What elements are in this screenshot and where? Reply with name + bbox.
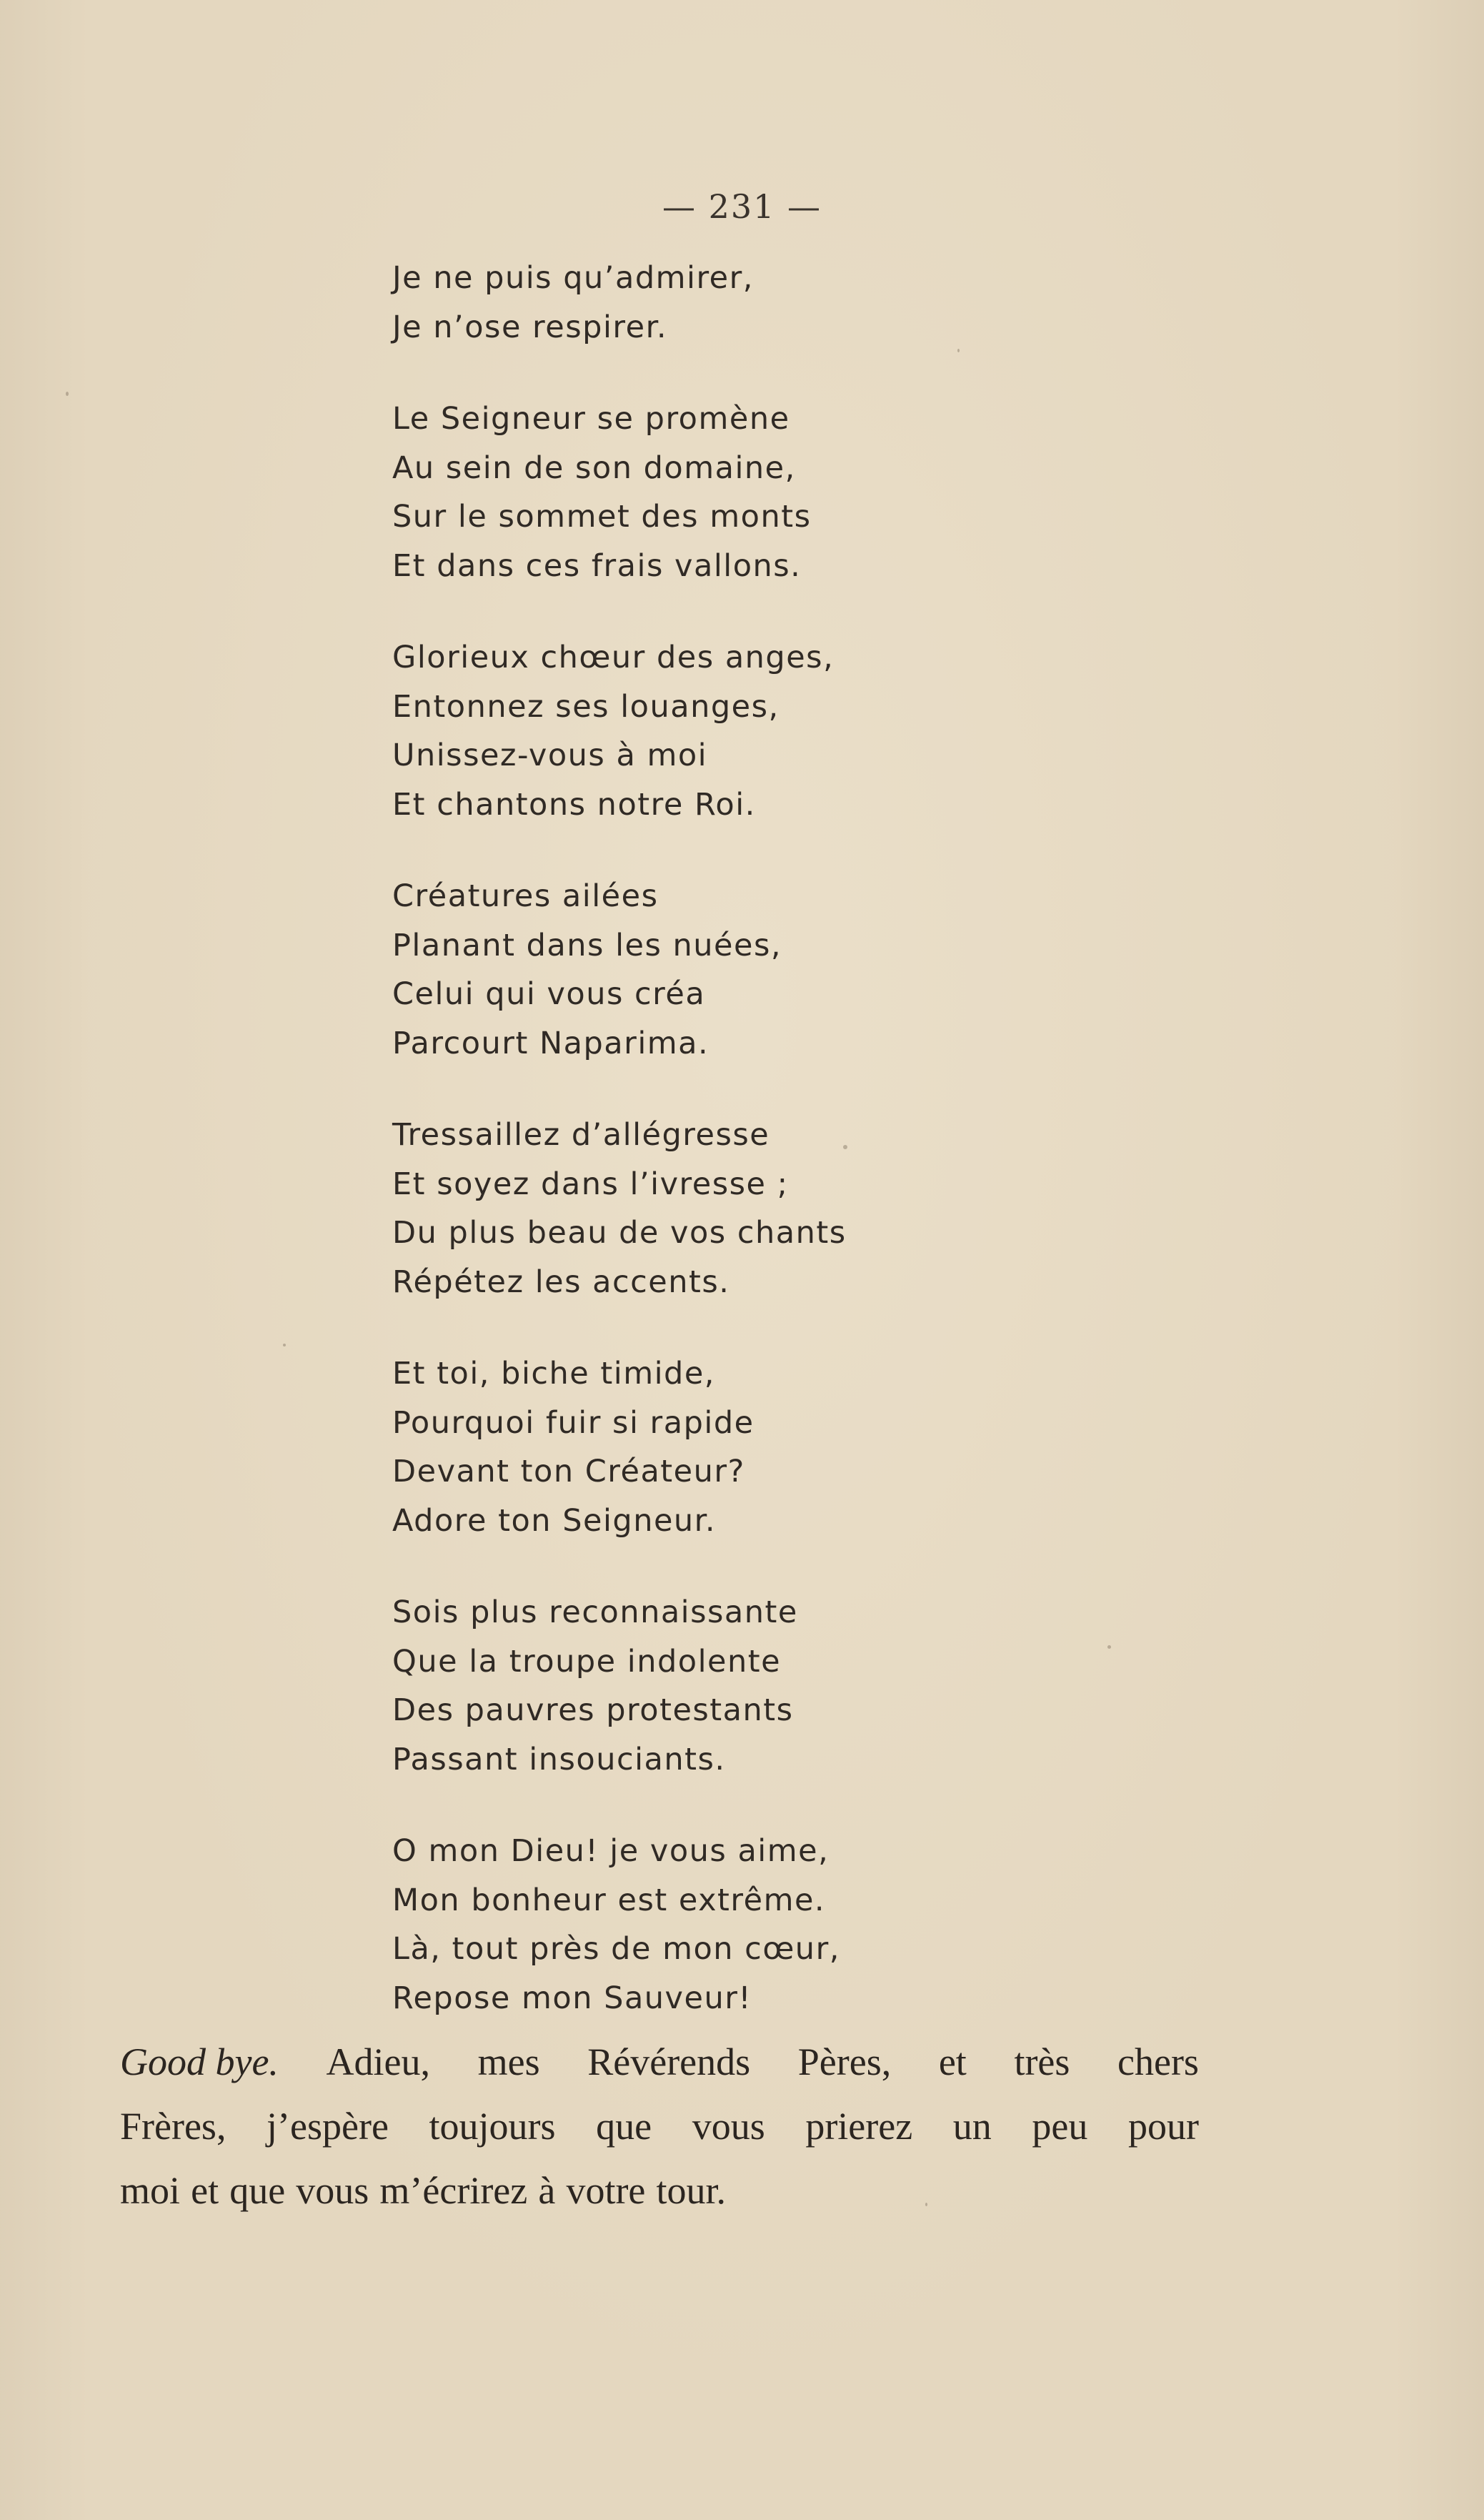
prose-word: j’espère (267, 2105, 389, 2148)
poem-line: Répétez les accents. (392, 1264, 730, 1300)
page-number: — 231 — (662, 187, 822, 226)
poem-line: Sois plus reconnaissante (392, 1594, 798, 1630)
prose-word: peu (1032, 2105, 1088, 2148)
poem-line: Du plus beau de vos chants (392, 1215, 847, 1251)
paper-speck (925, 2203, 927, 2206)
stanza (392, 395, 1321, 590)
prose-word: vous (296, 2169, 369, 2212)
poem-line: Pourquoi fuir si rapide (392, 1404, 755, 1441)
poem-line: Je n’ose respirer. (392, 309, 667, 345)
stanza (392, 633, 1321, 829)
poem-line: Glorieux chœur des anges, (392, 640, 835, 675)
poem-line: Là, tout près de mon cœur, (392, 1931, 840, 1967)
poem-line: Mon bonheur est extrême. (392, 1882, 826, 1918)
prose-word: prierez (805, 2105, 913, 2148)
prose-word: Révérends (587, 2040, 751, 2083)
poem-line: Devant ton Créateur? (392, 1454, 745, 1489)
poem-line: Entonnez ses louanges, (392, 688, 780, 725)
stanza (392, 872, 1321, 1068)
poem-line: Le Seigneur se promène (392, 401, 790, 437)
prose-word: chers (1117, 2040, 1199, 2083)
poem-line: Tressaillez d’allégresse (392, 1117, 770, 1153)
prose-word: et (191, 2169, 219, 2212)
poem-line: Unissez-vous à moi (392, 738, 708, 773)
stanza (392, 1111, 1321, 1306)
paper-speck (66, 392, 69, 396)
closing-paragraph (120, 2030, 1199, 2223)
poem-line: Et chantons notre Roi. (392, 786, 756, 823)
prose-line (120, 2158, 1199, 2223)
poem (392, 254, 1321, 2065)
poem-line: Repose mon Sauveur! (392, 1980, 752, 2016)
prose-word: votre (566, 2169, 646, 2212)
prose-word: mes (477, 2040, 540, 2083)
stanza (392, 1827, 1321, 2023)
poem-line: O mon Dieu! je vous aime, (392, 1833, 830, 1869)
prose-word: Adieu, (326, 2040, 431, 2083)
prose-word: Good bye. (120, 2040, 279, 2083)
poem-line: Celui qui vous créa (392, 976, 706, 1012)
prose-word: m’écrirez (379, 2169, 528, 2212)
prose-word: Frères, (120, 2105, 226, 2148)
prose-word: toujours (429, 2105, 556, 2148)
prose-word: que (596, 2105, 652, 2148)
poem-line: Adore ton Seigneur. (392, 1502, 717, 1539)
prose-word: Pères, (797, 2040, 892, 2083)
prose-line (120, 2030, 1199, 2094)
paper-speck (957, 349, 960, 352)
paper-speck (1107, 1645, 1111, 1649)
prose-line (120, 2094, 1199, 2158)
paper-speck (843, 1145, 847, 1149)
stanza (392, 1588, 1321, 1784)
prose-word: et (938, 2040, 967, 2083)
poem-line: Et dans ces frais vallons. (392, 547, 802, 584)
poem-line: Planant dans les nuées, (392, 927, 782, 963)
poem-line: Et soyez dans l’ivresse ; (392, 1166, 789, 1202)
prose-word: pour (1127, 2105, 1199, 2148)
prose-word: moi (120, 2169, 181, 2212)
stanza (392, 254, 1321, 352)
poem-line: Passant insouciants. (392, 1741, 726, 1777)
poem-line: Je ne puis qu’admirer, (392, 260, 754, 296)
poem-line: Parcourt Naparima. (392, 1025, 709, 1061)
poem-line: Des pauvres protestants (392, 1692, 794, 1728)
prose-word: très (1014, 2040, 1070, 2083)
prose-word: à (538, 2169, 556, 2212)
prose-word: vous (692, 2105, 765, 2148)
poem-line: Sur le sommet des monts (392, 499, 812, 535)
poem-line: Que la troupe indolente (392, 1643, 782, 1680)
poem-line: Et toi, biche timide, (392, 1356, 715, 1392)
poem-line: Au sein de son domaine, (392, 450, 796, 486)
prose-word: tour. (656, 2169, 727, 2212)
stanza (392, 1349, 1321, 1545)
prose-word: un (952, 2105, 992, 2148)
poem-line: Créatures ailées (392, 878, 659, 914)
prose-word: que (229, 2169, 286, 2212)
paper-speck (283, 1344, 286, 1346)
